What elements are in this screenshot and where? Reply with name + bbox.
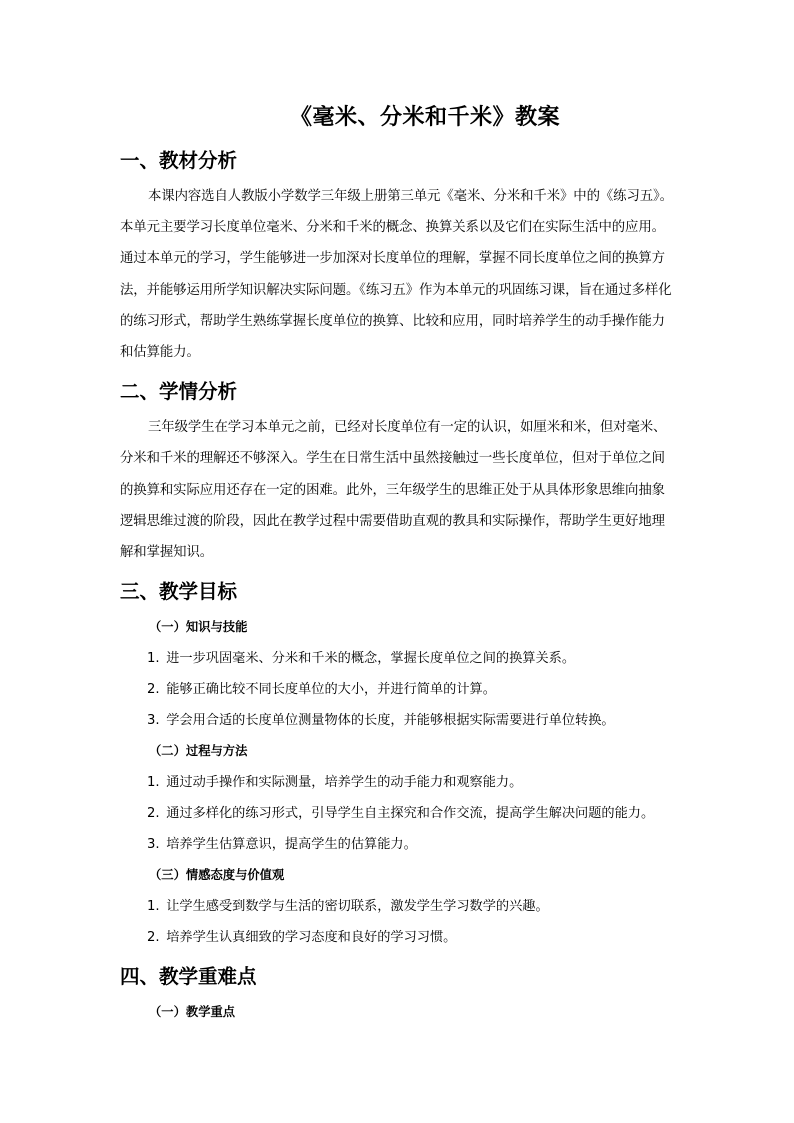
subheading-attitude: （三）情感态度与价值观 [149, 868, 285, 883]
subheading-knowledge: （一）知识与技能 [149, 620, 248, 635]
section-paragraph-2: 三年级学生在学习本单元之前，已经对长度单位有一定的认识，如厘米和米，但对毫米、分米和千米的理解还不够深入。学生在日常生活中虽然接触过一些长度单位，但对于单位之间的换算和实际应用还存在一定的困难。此外，三年级学生的思维正处于从具体形象思维向抽象逻辑思维过渡的阶段，因此在教学过程中需要借助直观的教具和实际操作，帮助学生更好地理解和掌握知识。 [120, 420, 667, 561]
section-heading-3: 三、教学目标 [120, 580, 238, 604]
section-heading-2: 二、学情分析 [120, 380, 238, 404]
list-item: 2. 培养学生认真细致的学习态度和良好的学习习惯。 [147, 930, 457, 946]
subheading-key-points: （一）教学重点 [149, 1005, 236, 1020]
document-body [120, 145, 676, 1028]
subheading-process: （二）过程与方法 [149, 744, 248, 759]
list-item: 3. 培养学生估算意识，提高学生的估算能力。 [147, 837, 417, 853]
document-title: 《毫米、分米和千米》教案 [289, 105, 560, 130]
list-item: 1. 通过动手操作和实际测量，培养学生的动手能力和观察能力。 [147, 775, 523, 791]
section-heading-1: 一、教材分析 [120, 149, 238, 172]
list-item: 2. 通过多样化的练习形式，引导学生自主探究和合作交流，提高学生解决问题的能力。 [147, 806, 655, 822]
list-item: 1. 让学生感受到数学与生活的密切联系，激发学生学习数学的兴趣。 [147, 899, 549, 915]
list-item: 1. 进一步巩固毫米、分米和千米的概念，掌握长度单位之间的换算关系。 [147, 651, 576, 667]
section-paragraph-1: 本课内容选自人教版小学数学三年级上册第三单元《毫米、分米和千米》中的《练习五》。本单元主要学习长度单位毫米、分米和千米的概念、换算关系以及它们在实际生活中的应用。通过本单元的学习，学生能够进一步加深对长度单位的理解，掌握不同长度单位之间的换算方法，并能够运用所学知识解决实际问题。《练习五》作为本单元的巩固练习课，旨在通过多样化的练习形式，帮助学生熟练掌握长度单位的换算、比较和应用，同时培养学生的动手操作能力和估算能力。 [120, 189, 673, 361]
section-heading-4: 四、教学重难点 [120, 965, 257, 989]
list-item: 2. 能够正确比较不同长度单位的大小，并进行简单的计算。 [147, 682, 496, 698]
list-item: 3. 学会用合适的长度单位测量物体的长度，并能够根据实际需要进行单位转换。 [147, 713, 615, 729]
